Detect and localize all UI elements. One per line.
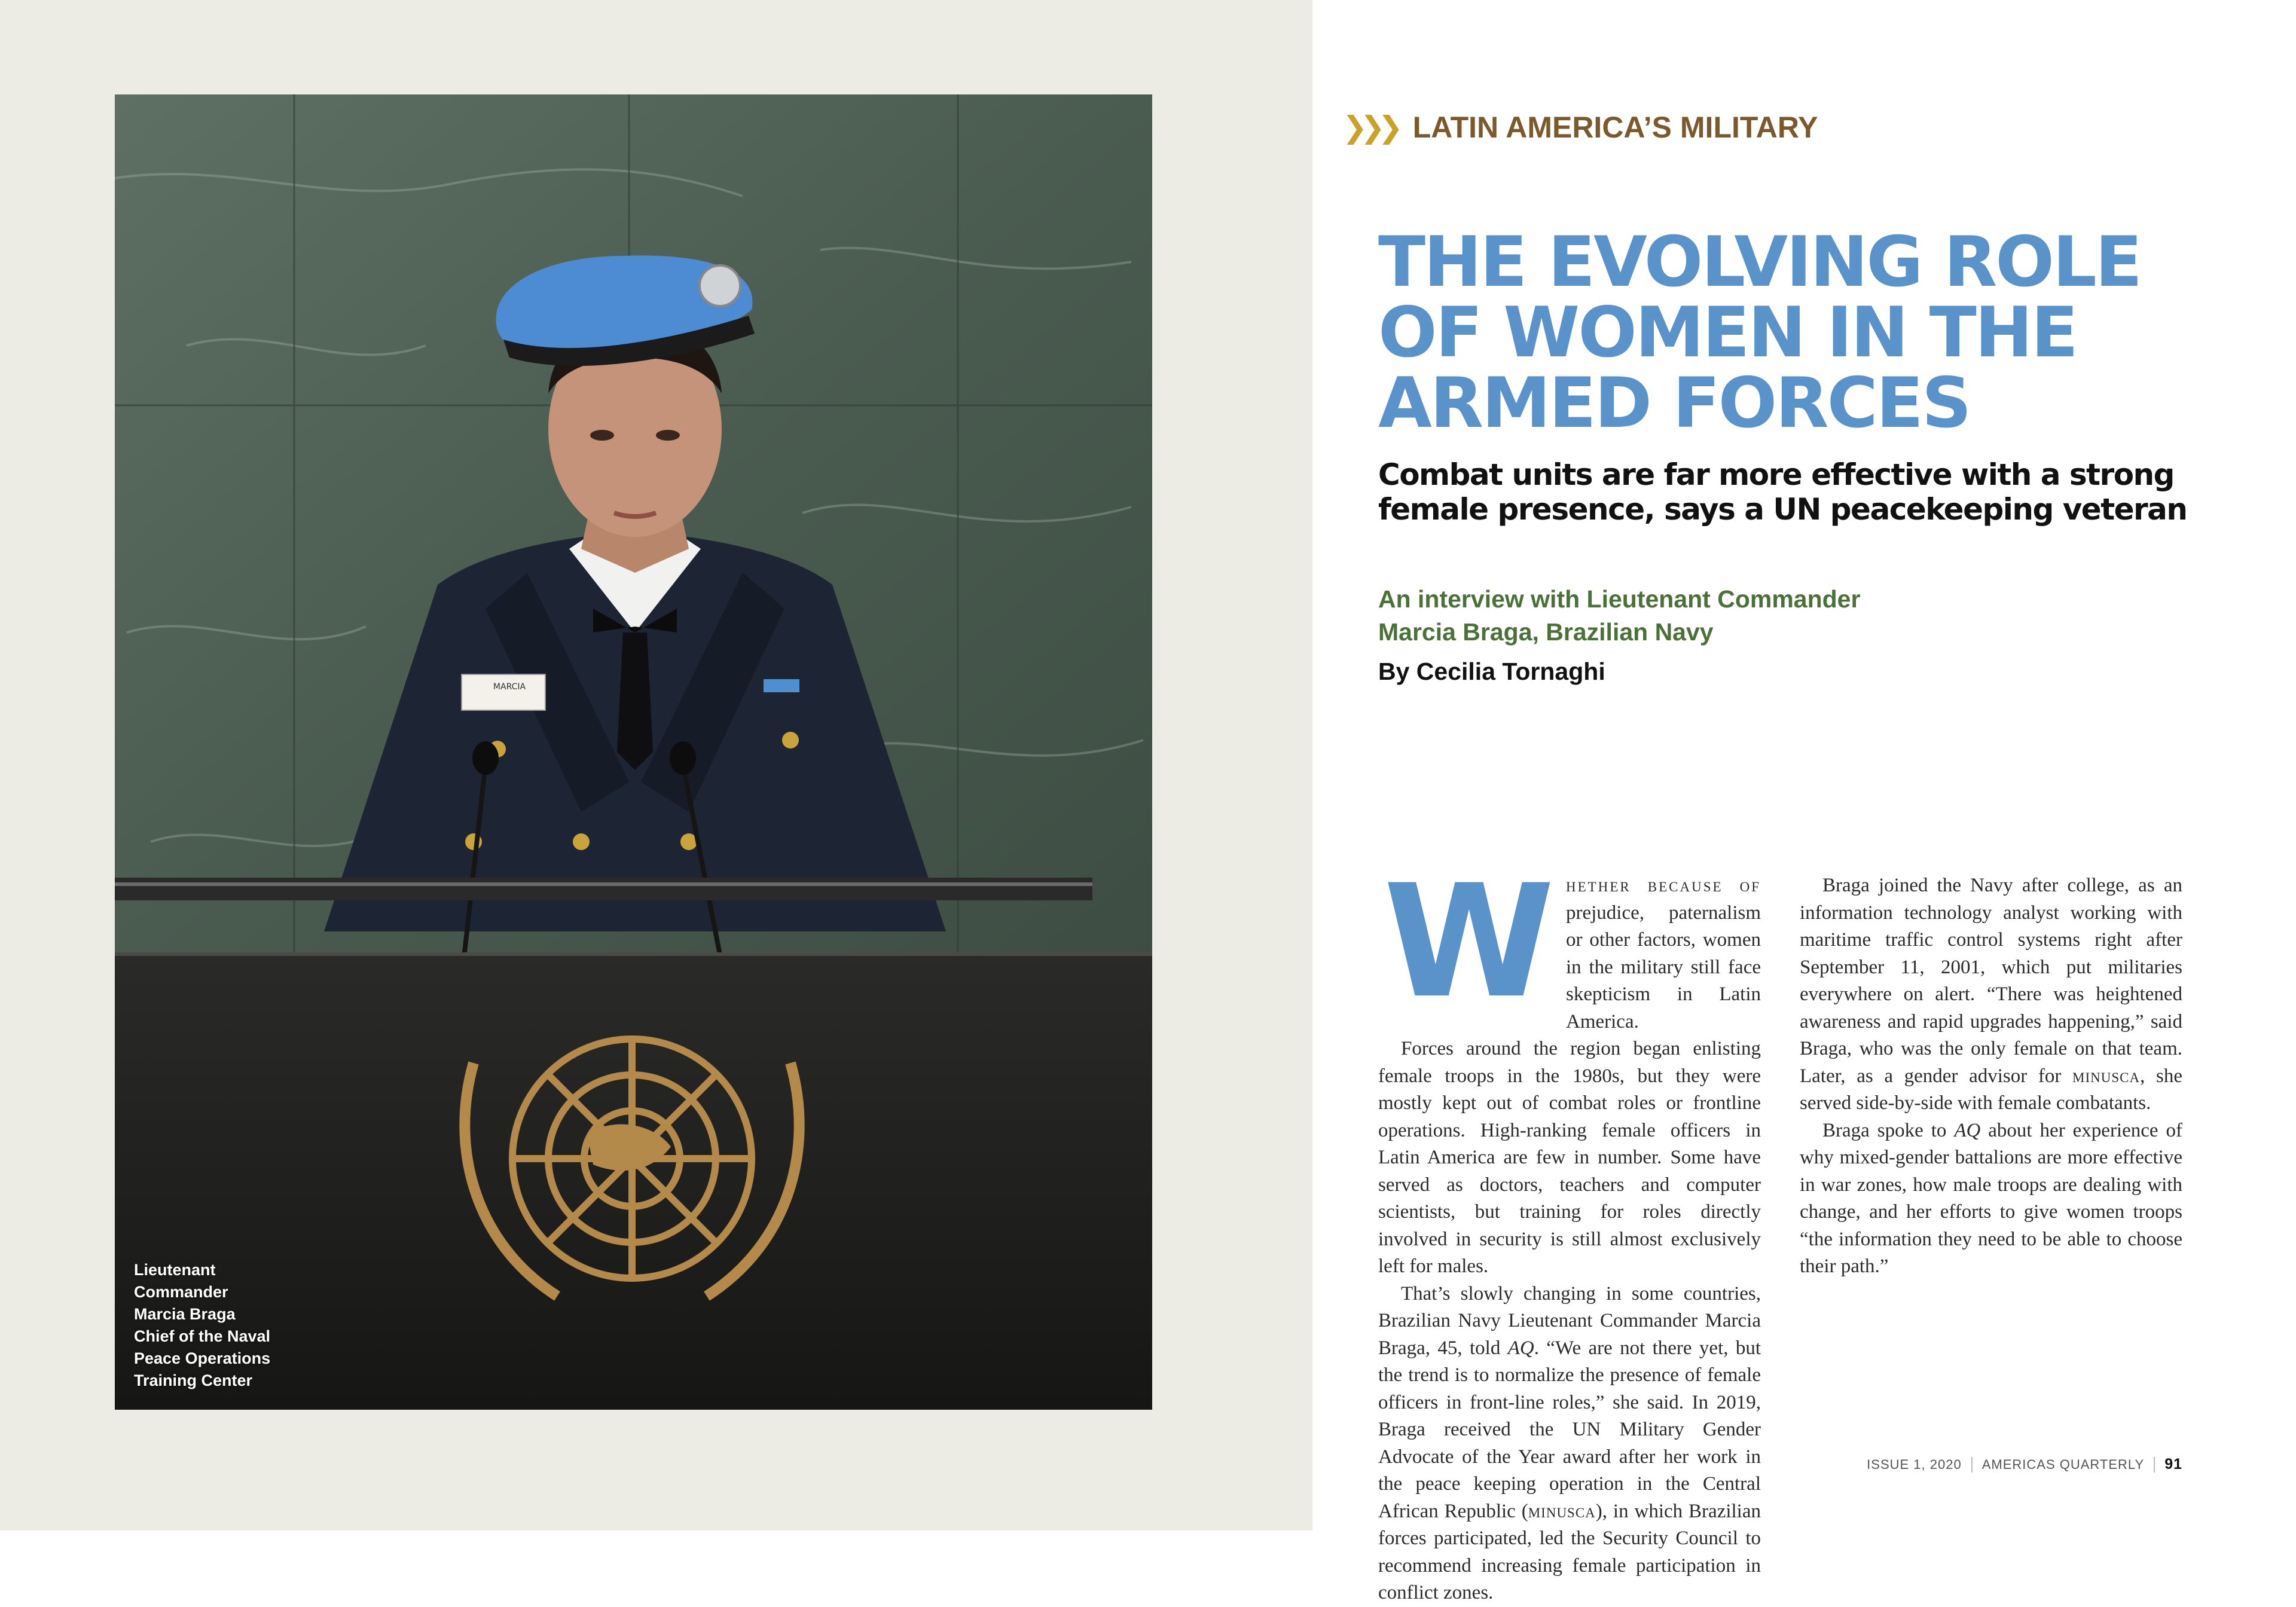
issue-label: ISSUE 1, 2020 [1867, 1456, 1962, 1472]
article-column-2 [1800, 872, 2182, 1281]
paragraph-1: Whether because of prejudice, paternalism or other factors, women in the military still face skepticism in Latin America. [1378, 872, 1761, 1035]
name-tag: MARCIA [493, 682, 526, 692]
section-label: LATIN AMERICA’S MILITARY [1412, 111, 1818, 144]
chevron-icon: ❯❯❯ [1342, 110, 1396, 145]
article-headline: THE EVOLVING ROLE OF WOMEN IN THE ARMED FORCES [1378, 222, 2141, 444]
paragraph-3: That’s slowly changing in some countries, Brazilian Navy Lieutenant Commander Marcia Braga, 45, told AQ. “We are not there yet, but the trend is to normalize the presence of female officers in front-line roles,” she said. In 2019, Braga received the UN Military Gender Advocate of the Year award after her work in the peace keeping operation in the Central African Republic (minusca), in which Brazilian forces participated, led the Security Council to recommend increasing female participation in conflict zones. [1378, 1282, 1761, 1603]
paragraph-4: Braga joined the Navy after college, as an information technology analyst working with maritime traffic control systems right after September 11, 2001, which put militaries everywhere on alert. “There was heightened awareness and rapid upgrades happening,” said Braga, who was the only female on that team. Later, as a gender advisor for minusca, she served side-by-side with female combatants. [1800, 875, 2182, 1114]
interview-intro: An interview with Lieutenant Commander Marcia Braga, Brazilian Navy [1378, 585, 1861, 646]
article-subhead: Combat units are far more effective with a strong female presence, says a UN peacekeeping veteran [1378, 457, 2187, 527]
photo-un-speaker [115, 94, 1152, 1410]
page-number: 91 [2164, 1456, 2182, 1472]
page-footer [1867, 1456, 2182, 1473]
photo-caption: Lieutenant Commander Marcia Braga Chief of the Naval Peace Operations Training Center [134, 1261, 271, 1389]
paragraph-5: Braga spoke to AQ about her experience of why mixed-gender battalions are more effective in war zones, how male troops are dealing with change, and her efforts to give women troops “the information they need to be able to choose their path.” [1800, 1119, 2182, 1277]
footer-divider [1971, 1457, 1973, 1472]
magazine-name: AMERICAS QUARTERLY [1981, 1456, 2145, 1472]
paragraph-2: Forces around the region began enlisting female troops in the 1980s, but they were mostly kept out of combat roles or frontline operations. High-ranking female officers in Latin America are few in number. Some have served as doctors, teachers and computer scientists, but training for roles directly involved in security is still almost exclusively left for males. [1378, 1038, 1761, 1277]
drop-cap: W [1383, 852, 1547, 1032]
footer-divider [2154, 1457, 2155, 1472]
speaker-illustration [115, 94, 1152, 1410]
section-header [1342, 110, 1818, 145]
article-column-1 [1378, 852, 1761, 1607]
byline: By Cecilia Tornaghi [1378, 658, 1605, 685]
